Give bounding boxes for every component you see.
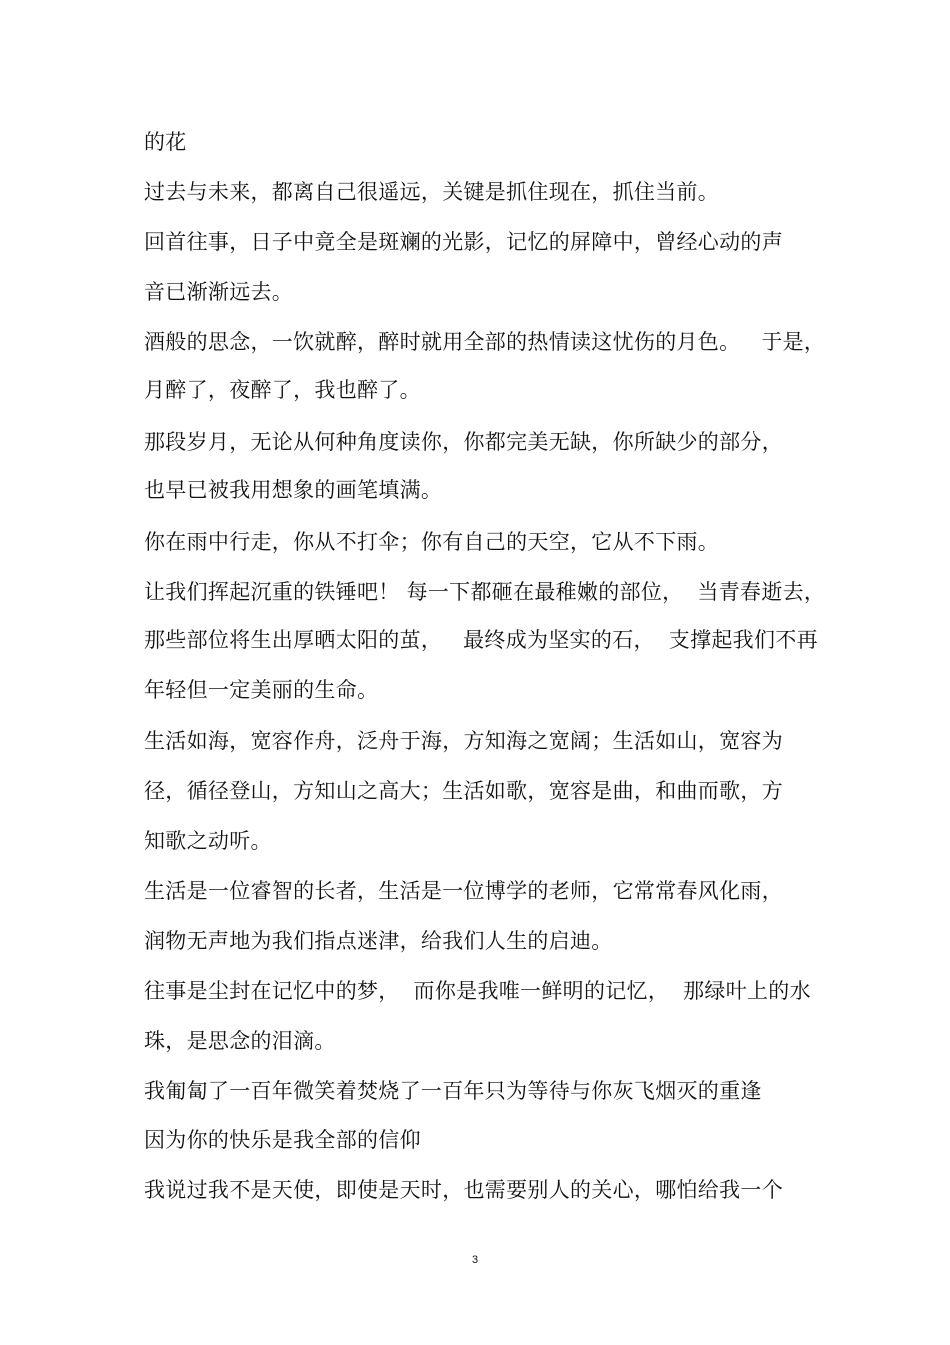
- text-line: 径，循径登山，方知山之高大；生活如歌，宽容是曲，和曲而歌，方: [144, 779, 783, 803]
- text-line: 珠，是思念的泪滴。: [144, 1029, 336, 1053]
- text-line: 因为你的快乐是我全部的信仰: [144, 1128, 421, 1152]
- text-line: 生活如海，宽容作舟，泛舟于海，方知海之宽阔；生活如山，宽容为: [144, 729, 783, 753]
- text-line: 的花: [144, 130, 187, 154]
- text-line: 回首往事，日子中竟全是斑斓的光影，记忆的屏障中，曾经心动的声: [144, 230, 783, 254]
- text-line: 那些部位将生出厚晒太阳的茧， 最终成为坚实的石， 支撑起我们不再: [144, 628, 818, 652]
- text-line: 让我们挥起沉重的铁锤吧！ 每一下都砸在最稚嫩的部位， 当青春逝去，: [144, 580, 826, 604]
- text-line: 过去与未来，都离自己很遥远，关键是抓住现在，抓住当前。: [144, 180, 720, 204]
- text-line: 我说过我不是天使，即使是天时，也需要别人的关心，哪怕给我一个: [144, 1178, 783, 1202]
- text-line: 润物无声地为我们指点迷津，给我们人生的启迪。: [144, 929, 613, 953]
- text-line: 那段岁月，无论从何种角度读你，你都完美无缺，你所缺少的部分，: [144, 430, 783, 454]
- text-line: 音已渐渐远去。: [144, 280, 294, 304]
- text-line: 年轻但一定美丽的生命。: [144, 678, 379, 702]
- text-line: 也早已被我用想象的画笔填满。: [144, 478, 443, 502]
- text-line: 知歌之动听。: [144, 829, 272, 853]
- text-line: 我匍匐了一百年微笑着焚烧了一百年只为等待与你灰飞烟灭的重逢: [144, 1079, 762, 1103]
- text-line: 酒般的思念，一饮就醉，醉时就用全部的热情读这忧伤的月色。 于是，: [144, 330, 826, 354]
- text-line: 生活是一位睿智的长者，生活是一位博学的老师，它常常春风化雨，: [144, 879, 783, 903]
- text-line: 你在雨中行走，你从不打伞；你有自己的天空，它从不下雨。: [144, 530, 720, 554]
- page-number: 3: [471, 1254, 479, 1266]
- text-line: 往事是尘封在记忆中的梦， 而你是我唯一鲜明的记忆， 那绿叶上的水: [144, 979, 811, 1003]
- text-line: 月醉了，夜醉了，我也醉了。: [144, 378, 421, 402]
